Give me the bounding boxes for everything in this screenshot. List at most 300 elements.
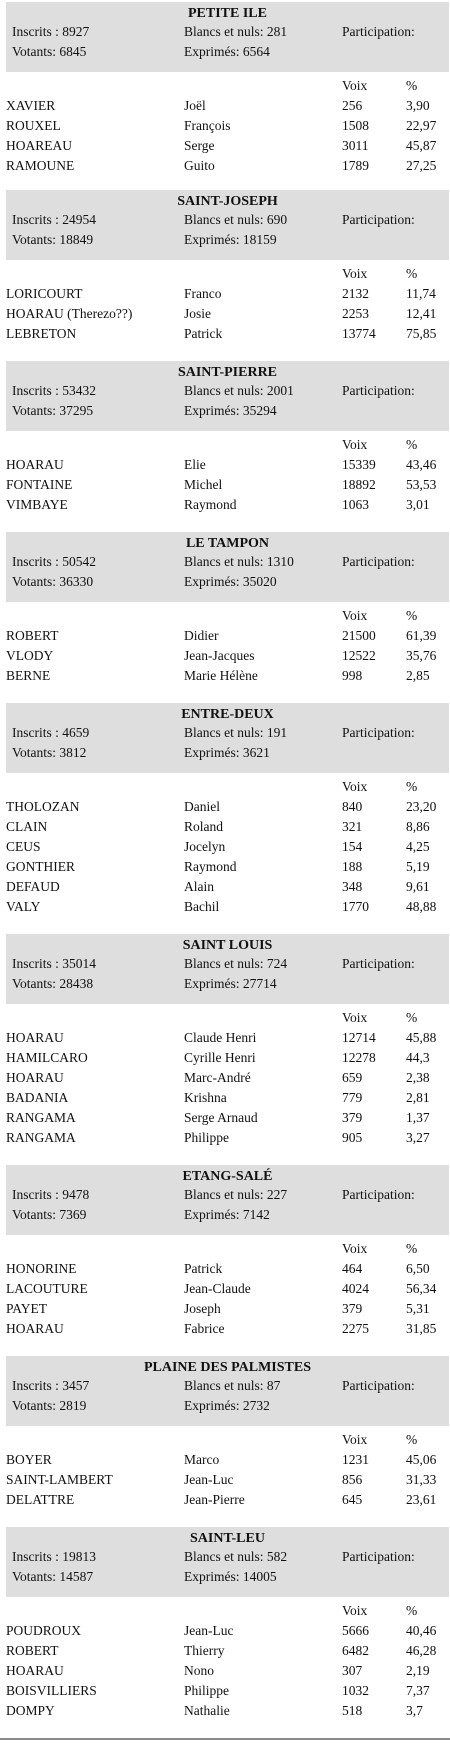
inscrits-stat-label: Inscrits : [12,1378,63,1393]
exprimes-stat-label: Exprimés: [184,1569,243,1584]
candidate-first-name: Roland [184,819,223,834]
commune-header [6,532,449,602]
candidate-first-name: Jean-Claude [184,1281,251,1296]
candidate-pct: 1,37 [406,1110,430,1125]
candidate-voix: 5666 [342,1623,369,1638]
exprimes-stat [184,1569,277,1585]
blancs-stat-label: Blancs et nuls: [184,1187,267,1202]
pct-header: % [406,1010,418,1025]
exprimes-stat-value: 35020 [242,574,277,589]
candidate-last-name: BOYER [6,1452,52,1467]
candidate-last-name: CEUS [6,839,41,854]
candidate-row [0,1261,450,1281]
blancs-stat-value: 191 [266,725,288,740]
pct-header: % [406,1432,418,1447]
candidate-voix: 2132 [342,286,369,301]
candidate-row [0,118,450,138]
commune-title: PLAINE DES PALMISTES [143,1360,311,1375]
candidate-pct: 7,37 [406,1683,430,1698]
candidate-pct: 3,7 [406,1703,423,1718]
votants-stat [12,976,93,992]
candidate-last-name: BOISVILLIERS [6,1683,97,1698]
blancs-stat-label: Blancs et nuls: [184,383,267,398]
candidate-row [0,799,450,819]
candidate-last-name: DEFAUD [6,879,60,894]
candidate-row [0,158,450,178]
candidate-row [0,497,450,517]
voix-header: Voix [342,266,368,281]
inscrits-stat [12,725,89,741]
candidate-voix: 840 [342,799,363,814]
candidate-row [0,477,450,497]
votants-stat-label: Votants: [12,1398,60,1413]
inscrits-stat-value: 19813 [62,1549,96,1564]
candidate-first-name: Bachil [184,899,220,914]
inscrits-stat [12,1187,89,1203]
candidate-voix: 1032 [342,1683,369,1698]
candidate-pct: 11,74 [406,286,436,301]
candidate-first-name: Franco [184,286,222,301]
exprimes-stat [184,403,277,419]
commune-section [0,361,450,517]
blancs-stat-label: Blancs et nuls: [184,554,267,569]
inscrits-stat-label: Inscrits : [12,212,63,227]
pct-header: % [406,78,418,93]
candidate-last-name: RAMOUNE [6,158,75,173]
candidate-voix: 464 [342,1261,363,1276]
candidate-row [0,326,450,346]
candidate-voix: 21500 [342,628,376,643]
candidate-pct: 45,88 [406,1030,437,1045]
participation-label: Participation: [342,554,415,569]
candidate-voix: 1508 [342,118,369,133]
inscrits-stat-label: Inscrits : [12,1549,63,1564]
candidate-last-name: RANGAMA [6,1130,76,1145]
votants-stat-label: Votants: [12,745,60,760]
candidate-last-name: LEBRETON [6,326,77,341]
candidate-first-name: Philippe [184,1130,230,1145]
candidate-first-name: Josie [184,306,211,321]
candidate-voix: 1789 [342,158,369,173]
candidate-first-name: Claude Henri [184,1030,257,1045]
candidate-first-name: Nathalie [184,1703,230,1718]
votants-stat [12,1398,86,1414]
candidate-last-name: SAINT-LAMBERT [6,1472,113,1487]
blancs-stat-value: 690 [266,212,288,227]
candidate-voix: 1231 [342,1452,369,1467]
candidate-last-name: HOARAU [6,457,64,472]
candidate-voix: 12522 [342,648,376,663]
exprimes-stat-value: 35294 [242,403,277,418]
candidate-voix: 12278 [342,1050,376,1065]
votants-stat-value: 2819 [59,1398,87,1413]
voix-header: Voix [342,437,368,452]
blancs-stat [184,956,287,972]
candidate-last-name: ROBERT [6,628,59,643]
inscrits-stat [12,956,96,972]
blancs-stat-label: Blancs et nuls: [184,1378,267,1393]
candidate-first-name: Jean-Jacques [184,648,255,663]
exprimes-stat [184,745,270,761]
candidate-row [0,98,450,118]
votants-stat-value: 6845 [59,44,87,59]
candidate-row [0,1110,450,1130]
candidate-voix: 1063 [342,497,369,512]
candidate-first-name: Serge Arnaud [184,1110,258,1125]
commune-section [0,2,450,178]
candidate-row [0,1030,450,1050]
commune-title: ENTRE-DEUX [181,707,274,722]
candidate-row [0,286,450,306]
commune-title: PETITE ILE [188,6,267,21]
blancs-stat-label: Blancs et nuls: [184,212,267,227]
participation-label: Participation: [342,1549,415,1564]
commune-title: SAINT-LEU [190,1531,265,1546]
candidate-pct: 48,88 [406,899,437,914]
commune-title: ETANG-SALÉ [182,1169,273,1184]
candidate-first-name: Patrick [184,326,223,341]
candidate-row [0,1321,450,1341]
candidate-last-name: HOARAU [6,1321,64,1336]
votants-stat-label: Votants: [12,1207,60,1222]
candidate-last-name: HOARAU (Therezo??) [6,306,133,321]
candidate-last-name: HONORINE [6,1261,77,1276]
commune-header [6,934,449,1004]
candidate-voix: 905 [342,1130,363,1145]
candidate-last-name: PAYET [6,1301,48,1316]
candidate-first-name: Patrick [184,1261,223,1276]
candidate-last-name: ROUXEL [6,118,61,133]
candidate-first-name: Marie Hélène [184,668,258,683]
candidate-first-name: Thierry [184,1643,225,1658]
blancs-stat [184,1378,280,1394]
candidate-pct: 75,85 [406,326,437,341]
exprimes-stat-value: 14005 [242,1569,277,1584]
candidate-row [0,839,450,859]
candidate-pct: 56,34 [406,1281,437,1296]
candidate-last-name: DELATTRE [6,1492,75,1507]
inscrits-stat-value: 35014 [62,956,96,971]
exprimes-stat [184,574,277,590]
blancs-stat-label: Blancs et nuls: [184,24,267,39]
candidate-row [0,306,450,326]
blancs-stat-value: 2001 [266,383,294,398]
candidate-pct: 2,81 [406,1090,430,1105]
commune-title: SAINT LOUIS [182,938,273,953]
voix-header: Voix [342,1241,368,1256]
exprimes-stat [184,1207,270,1223]
blancs-stat [184,24,287,40]
exprimes-stat-value: 7142 [242,1207,270,1222]
candidate-last-name: BADANIA [6,1090,69,1105]
candidate-voix: 379 [342,1110,363,1125]
blancs-stat [184,1187,287,1203]
candidate-voix: 645 [342,1492,363,1507]
candidate-voix: 12714 [342,1030,376,1045]
candidate-pct: 2,38 [406,1070,430,1085]
commune-section [0,1356,450,1512]
candidate-first-name: Guito [184,158,215,173]
exprimes-stat-label: Exprimés: [184,976,243,991]
candidate-pct: 31,85 [406,1321,437,1336]
inscrits-stat-value: 50542 [62,554,96,569]
candidate-last-name: HAMILCARO [6,1050,88,1065]
candidate-first-name: Elie [184,457,206,472]
candidate-first-name: Marc-André [184,1070,251,1085]
candidate-pct: 35,76 [406,648,437,663]
votants-stat-value: 28438 [59,976,94,991]
inscrits-stat [12,554,96,570]
votants-stat-value: 37295 [59,403,94,418]
candidate-voix: 3011 [342,138,369,153]
candidate-first-name: Raymond [184,859,237,874]
candidate-row [0,1452,450,1472]
candidate-row [0,899,450,919]
exprimes-stat-label: Exprimés: [184,745,243,760]
inscrits-stat-label: Inscrits : [12,383,63,398]
inscrits-stat-label: Inscrits : [12,1187,63,1202]
exprimes-stat [184,1398,270,1414]
commune-section [0,190,450,346]
candidate-voix: 2275 [342,1321,369,1336]
candidate-last-name: LORICOURT [6,286,83,301]
candidate-first-name: Alain [184,879,214,894]
candidate-row [0,1281,450,1301]
candidate-voix: 998 [342,668,363,683]
inscrits-stat-label: Inscrits : [12,956,63,971]
candidate-first-name: Raymond [184,497,237,512]
commune-header [6,1356,449,1426]
candidate-pct: 23,20 [406,799,437,814]
candidate-last-name: ROBERT [6,1643,59,1658]
candidate-first-name: Jean-Luc [184,1623,234,1638]
inscrits-stat [12,1549,96,1565]
candidate-pct: 8,86 [406,819,430,834]
candidate-row [0,1130,450,1150]
commune-title: LE TAMPON [185,536,270,551]
votants-stat [12,44,86,60]
exprimes-stat-label: Exprimés: [184,403,243,418]
commune-section [0,703,450,919]
inscrits-stat [12,1378,89,1394]
candidate-voix: 188 [342,859,363,874]
inscrits-stat-value: 8927 [62,24,90,39]
candidate-voix: 13774 [342,326,376,341]
voix-header: Voix [342,1432,368,1447]
votants-stat [12,745,86,761]
candidate-row [0,879,450,899]
candidate-voix: 321 [342,819,363,834]
candidate-voix: 6482 [342,1643,369,1658]
candidate-last-name: LACOUTURE [6,1281,88,1296]
candidate-row [0,457,450,477]
candidate-row [0,138,450,158]
candidate-first-name: Jean-Luc [184,1472,234,1487]
commune-title: SAINT-JOSEPH [177,194,278,209]
candidate-last-name: CLAIN [6,819,48,834]
candidate-voix: 15339 [342,457,376,472]
votants-stat-label: Votants: [12,1569,60,1584]
voix-header: Voix [342,608,368,623]
candidate-voix: 2253 [342,306,369,321]
candidate-row [0,1050,450,1070]
candidate-first-name: Joël [184,98,206,113]
candidate-row [0,628,450,648]
candidate-pct: 3,01 [406,497,430,512]
blancs-stat [184,1549,287,1565]
candidate-pct: 53,53 [406,477,437,492]
blancs-stat-value: 87 [266,1378,281,1393]
candidate-last-name: DOMPY [6,1703,55,1718]
blancs-stat-value: 281 [266,24,288,39]
blancs-stat-value: 227 [266,1187,288,1202]
voix-header: Voix [342,1010,368,1025]
candidate-voix: 659 [342,1070,363,1085]
candidate-pct: 12,41 [406,306,437,321]
inscrits-stat-label: Inscrits : [12,554,63,569]
candidate-row [0,859,450,879]
votants-stat [12,1207,86,1223]
commune-section [0,934,450,1150]
inscrits-stat-value: 9478 [62,1187,90,1202]
candidate-last-name: HOARAU [6,1070,64,1085]
votants-stat-value: 36330 [59,574,94,589]
exprimes-stat-label: Exprimés: [184,44,243,59]
participation-label: Participation: [342,383,415,398]
candidate-pct: 2,85 [406,668,430,683]
votants-stat-label: Votants: [12,44,60,59]
votants-stat-value: 3812 [59,745,87,760]
candidate-first-name: Nono [184,1663,214,1678]
candidate-last-name: FONTAINE [6,477,73,492]
candidate-first-name: Joseph [184,1301,221,1316]
commune-section [0,1165,450,1341]
votants-stat-label: Votants: [12,403,60,418]
candidate-voix: 779 [342,1090,363,1105]
inscrits-stat [12,24,89,40]
inscrits-stat-label: Inscrits : [12,24,63,39]
blancs-stat-value: 724 [266,956,288,971]
candidate-pct: 22,97 [406,118,437,133]
candidate-first-name: Jocelyn [184,839,226,854]
candidate-last-name: HOARAU [6,1663,64,1678]
participation-label: Participation: [342,1378,415,1393]
candidate-first-name: Serge [184,138,215,153]
candidate-voix: 256 [342,98,363,113]
votants-stat-value: 14587 [59,1569,94,1584]
inscrits-stat-value: 24954 [62,212,96,227]
votants-stat [12,403,93,419]
exprimes-stat-value: 3621 [242,745,270,760]
candidate-last-name: XAVIER [6,98,56,113]
commune-section [0,532,450,688]
candidate-pct: 27,25 [406,158,437,173]
candidate-last-name: VALY [6,899,41,914]
candidate-row [0,1703,450,1723]
votants-stat [12,574,93,590]
candidate-pct: 5,31 [406,1301,430,1316]
candidate-voix: 307 [342,1663,363,1678]
exprimes-stat-label: Exprimés: [184,1398,243,1413]
exprimes-stat-value: 27714 [242,976,277,991]
candidate-voix: 856 [342,1472,363,1487]
exprimes-stat-value: 18159 [242,232,277,247]
candidate-voix: 4024 [342,1281,369,1296]
participation-label: Participation: [342,1187,415,1202]
commune-header [6,1527,449,1597]
candidate-row [0,1301,450,1321]
blancs-stat-label: Blancs et nuls: [184,725,267,740]
candidate-first-name: Cyrille Henri [184,1050,256,1065]
candidate-voix: 1770 [342,899,369,914]
candidate-voix: 18892 [342,477,376,492]
candidate-pct: 45,87 [406,138,437,153]
votants-stat-label: Votants: [12,232,60,247]
candidate-pct: 61,39 [406,628,437,643]
pct-header: % [406,1241,418,1256]
blancs-stat-value: 1310 [266,554,294,569]
candidate-pct: 5,19 [406,859,430,874]
blancs-stat [184,383,294,399]
candidate-pct: 4,25 [406,839,430,854]
commune-header [6,703,449,773]
candidate-pct: 43,46 [406,457,437,472]
candidate-last-name: VLODY [6,648,54,663]
candidate-first-name: Philippe [184,1683,230,1698]
candidate-last-name: BERNE [6,668,51,683]
candidate-row [0,668,450,688]
candidate-first-name: Fabrice [184,1321,225,1336]
candidate-voix: 379 [342,1301,363,1316]
exprimes-stat-label: Exprimés: [184,574,243,589]
candidate-pct: 3,90 [406,98,430,113]
candidate-voix: 348 [342,879,363,894]
commune-header [6,2,449,72]
bottom-rule [0,1738,450,1740]
candidate-row [0,1683,450,1703]
votants-stat [12,1569,93,1585]
candidate-pct: 3,27 [406,1130,430,1145]
inscrits-stat [12,383,96,399]
candidate-row [0,1663,450,1683]
exprimes-stat-label: Exprimés: [184,232,243,247]
pct-header: % [406,437,418,452]
pct-header: % [406,1603,418,1618]
exprimes-stat-label: Exprimés: [184,1207,243,1222]
commune-title: SAINT-PIERRE [177,365,278,380]
voix-header: Voix [342,1603,368,1618]
commune-header [6,1165,449,1235]
candidate-pct: 46,28 [406,1643,437,1658]
pct-header: % [406,266,418,281]
blancs-stat [184,554,294,570]
blancs-stat [184,725,287,741]
inscrits-stat-label: Inscrits : [12,725,63,740]
inscrits-stat-value: 3457 [62,1378,90,1393]
inscrits-stat [12,212,96,228]
candidate-pct: 23,61 [406,1492,437,1507]
inscrits-stat-value: 53432 [62,383,96,398]
candidate-row [0,819,450,839]
votants-stat-label: Votants: [12,574,60,589]
exprimes-stat [184,976,277,992]
candidate-first-name: Michel [184,477,223,492]
candidate-last-name: THOLOZAN [6,799,80,814]
candidate-first-name: Jean-Pierre [184,1492,245,1507]
candidate-last-name: POUDROUX [6,1623,82,1638]
pct-header: % [406,608,418,623]
candidate-pct: 6,50 [406,1261,430,1276]
